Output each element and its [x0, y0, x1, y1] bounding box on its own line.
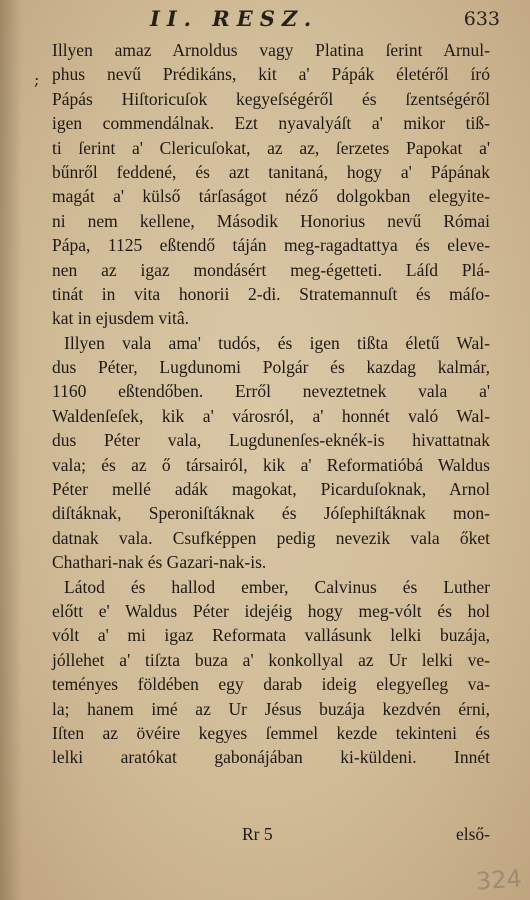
text-line: Péter mellé adák magokat, Picarduſoknak, Arnol: [52, 479, 490, 500]
text-line: la; hanem imé az Ur Jésus buzája kezdvén érni,: [52, 698, 490, 719]
page-header: [150, 6, 500, 36]
text-line: igen commendálnak. Ezt nyavalyáſt a' mikor tiß-: [52, 113, 490, 134]
text-line: előtt e' Waldus Péter idejéig hogy meg-vólt és hol: [52, 600, 490, 621]
page-footer: [52, 824, 490, 852]
text-line: bűnről feddené, és azt tanitaná, hogy a' Pápának: [52, 161, 490, 182]
text-line: Pápa, 1125 eßtendő táján meg-ragadtattya és eleve-: [52, 235, 490, 256]
text-line: tinát in vita honorii 2-di. Stratemannuſt és máſo-: [52, 283, 490, 304]
text-line: ti ſerint a' Clericuſokat, az az, ſerzetes Papokat a': [52, 137, 490, 158]
text-line: Iſten az övéire kegyes ſemmel kezde tekinteni és: [52, 722, 490, 743]
running-head: II. RESZ.: [150, 6, 319, 31]
text-line: Látod és hallod ember, Calvinus és Luther: [64, 576, 490, 597]
text-line: teményes földében egy darab ideig elegyeſleg va-: [52, 674, 490, 695]
catchword: első-: [455, 824, 490, 844]
text-line: Chathari-nak és Gazari-nak-is.: [52, 552, 267, 573]
text-line: Pápás Hiſtoricuſok kegyeſségéről és ſzentségéről: [52, 88, 490, 109]
text-line: Waldenſeſek, kik a' városról, a' honnét való Wal-: [52, 405, 490, 426]
text-line: Illyen amaz Arnoldus vagy Platina ſerint Arnul-: [52, 40, 490, 60]
text-line: datnak vala. Csufképpen pedig nevezik vala őket: [52, 527, 490, 548]
body-text: [52, 38, 490, 770]
text-line: jóllehet a' tiſzta buza a' konkollyal az Ur lelki ve-: [52, 649, 490, 670]
text-line: 1160 eßtendőben. Erről neveztetnek vala a': [52, 381, 490, 402]
pencil-annotation: 324: [475, 864, 523, 896]
binding-shadow: [0, 0, 22, 900]
text-line: diſtáknak, Speroniſtáknak és Jóſephiſtáknak mon-: [52, 503, 490, 524]
text-line: nen az igaz mondásért meg-égetteti. Láſd Plá-: [52, 259, 490, 280]
signature-mark: Rr 5: [242, 824, 273, 844]
text-line: dus Péter vala, Lugdunenſes-eknék-is hivattatnak: [52, 430, 490, 451]
text-line: Illyen vala ama' tudós, és igen tißta életű Wal-: [64, 332, 490, 353]
margin-mark: ;: [34, 70, 40, 89]
text-line: magát a' külső tárſaságot néző dolgokban elegyite-: [52, 186, 490, 207]
text-line: lelki aratókat gabonájában ki-küldeni. Innét: [52, 747, 490, 768]
text-line: dus Péter, Lugdunomi Polgár és kazdag kalmár,: [52, 357, 490, 378]
page-number: 633: [463, 8, 500, 30]
text-line: kat in ejusdem vitâ.: [52, 308, 190, 329]
text-line: vólt a' mi igaz Reformata vallásunk lelki buzája,: [52, 625, 490, 646]
text-line: vala; és az ő társairól, kik a' Reformatióbá Waldus: [52, 454, 490, 475]
text-line: ni nem kellene, Második Honorius nevű Római: [52, 210, 490, 231]
text-line: phus nevű Prédikáns, kit a' Pápák életéről író: [52, 64, 490, 85]
